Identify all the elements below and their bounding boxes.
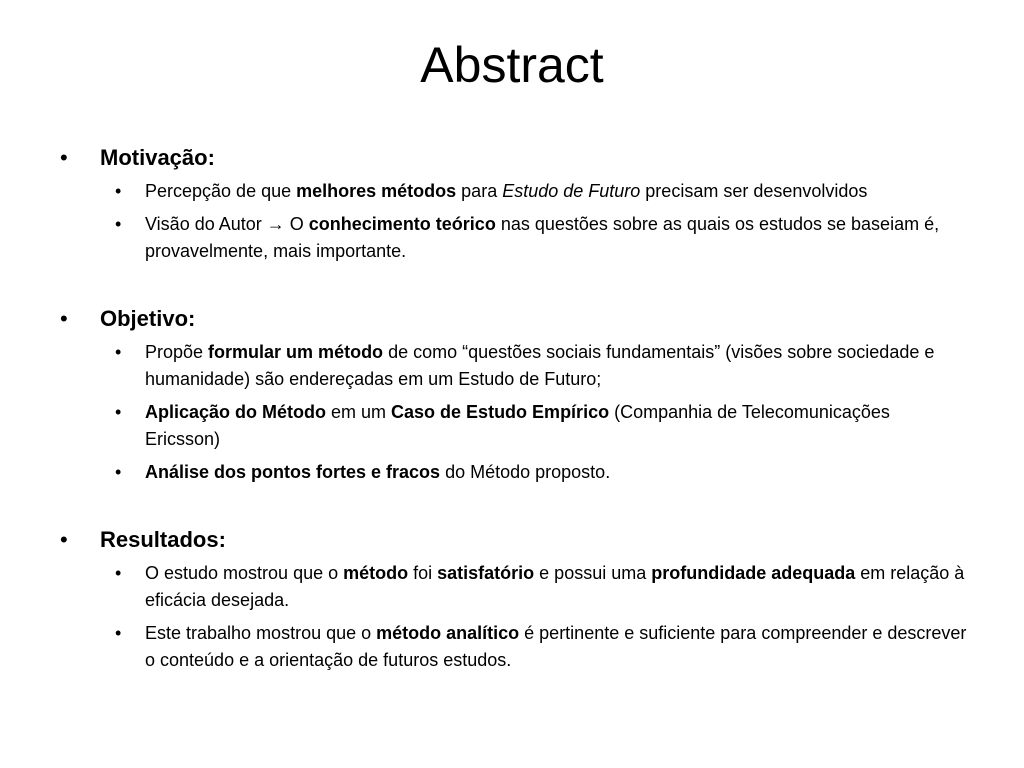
bullet-text: O [284, 214, 309, 234]
bullet-text: para [456, 181, 503, 201]
emphasis-text: formular um método [208, 342, 384, 362]
bullet-icon: • [115, 623, 122, 643]
section-heading: Motivação: [100, 145, 215, 170]
sub-bullet-list [58, 178, 968, 265]
sub-bullet-item [58, 211, 968, 265]
bullet-text: em um [326, 402, 392, 422]
emphasis-text: Análise dos pontos fortes e fracos [145, 462, 441, 482]
section-heading-item [58, 301, 968, 337]
bullet-text: precisam ser desenvolvidos [640, 181, 868, 201]
bullet-text: Percepção de que [145, 181, 297, 201]
bullet-section [58, 301, 968, 486]
bullet-icon: • [60, 306, 68, 331]
sub-bullet-list [58, 560, 968, 674]
bullet-icon: • [60, 145, 68, 170]
sub-bullet-item [58, 560, 968, 614]
sub-bullet-item [58, 620, 968, 674]
sub-bullet-item [58, 459, 968, 486]
bullet-section [58, 140, 968, 265]
bullet-text: nas questões sobre as quais os estudos se baseiam é, provavelmente, mais importante. [145, 214, 940, 261]
bullet-icon: • [115, 342, 122, 362]
emphasis-text: conhecimento teórico [308, 214, 496, 234]
sub-bullet-list [58, 339, 968, 486]
sub-bullet-item [58, 399, 968, 453]
slide-title: Abstract [420, 37, 604, 93]
bullet-section [58, 522, 968, 674]
bullet-text: em relação à eficácia desejada. [145, 563, 965, 610]
bullet-text: Este trabalho mostrou que o [145, 623, 377, 643]
bullet-text: do Método proposto. [440, 462, 611, 482]
emphasis-text: método analítico [376, 623, 520, 643]
section-heading-item [58, 140, 968, 176]
slide-content [58, 140, 968, 680]
bullet-icon: • [115, 462, 122, 482]
section-heading-item [58, 522, 968, 558]
section-heading: Resultados: [100, 527, 226, 552]
emphasis-text: Aplicação do Método [145, 402, 327, 422]
emphasis-text: profundidade adequada [651, 563, 856, 583]
bullet-text: de como “questões sociais fundamentais” (visões sobre sociedade e humanidade) são endereçadas em um Estudo de Futuro; [145, 342, 935, 389]
bullet-text: (Companhia de Telecomunicações Ericsson) [145, 402, 890, 449]
sub-bullet-item [58, 178, 968, 205]
bullet-text: Visão do Autor [145, 214, 267, 234]
bullet-text: O estudo mostrou que o [145, 563, 344, 583]
bullet-icon: • [115, 181, 122, 201]
emphasis-text: → [266, 214, 285, 234]
bullet-icon: • [60, 527, 68, 552]
bullet-icon: • [115, 563, 122, 583]
bullet-text: é pertinente e suficiente para compreender e descrever o conteúdo e a orientação de futuros estudos. [145, 623, 967, 670]
bullet-text: e possui uma [534, 563, 652, 583]
italic-text: Estudo de Futuro [502, 181, 641, 201]
emphasis-text: método [343, 563, 409, 583]
bullet-icon: • [115, 214, 122, 234]
bullet-text: Propõe [145, 342, 209, 362]
bullet-icon: • [115, 402, 122, 422]
bullet-text: foi [408, 563, 438, 583]
section-heading: Objetivo: [100, 306, 196, 331]
emphasis-text: Caso de Estudo Empírico [391, 402, 610, 422]
sub-bullet-item [58, 339, 968, 393]
emphasis-text: melhores métodos [296, 181, 457, 201]
emphasis-text: satisfatório [437, 563, 535, 583]
